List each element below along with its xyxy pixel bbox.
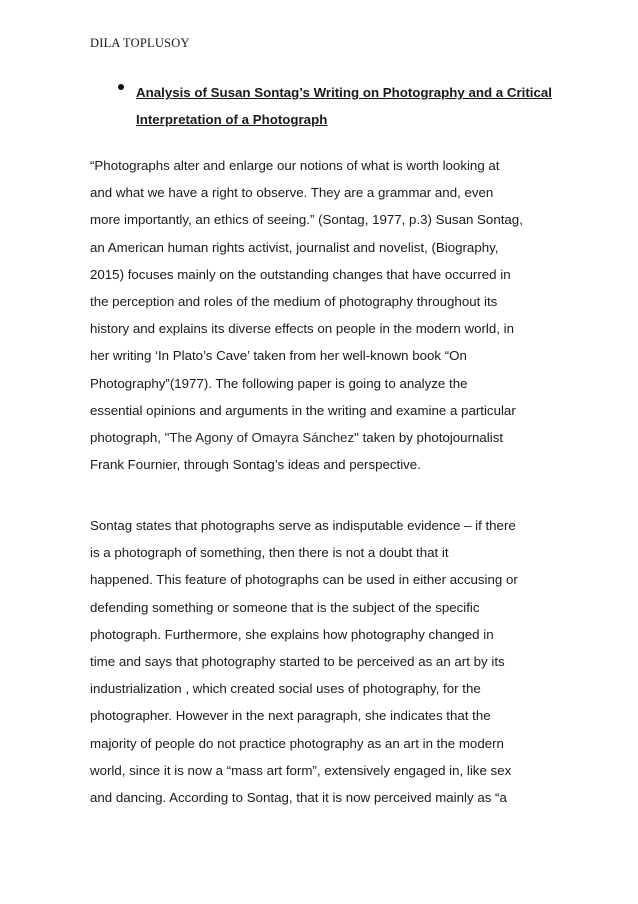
text-line	[90, 424, 560, 451]
text-line: and what we have a right to observe. They are a grammar and, even	[90, 185, 494, 201]
paragraph-1	[90, 152, 560, 478]
text-line: an American human rights activist, journalist and novelist, (Biography,	[90, 239, 499, 255]
text-line: 2015) focuses mainly on the outstanding changes that have occurred in	[90, 266, 511, 282]
text-line: history and explains its diverse effects on people in the modern world, in	[90, 321, 515, 337]
text-line: photographer. However in the next paragraph, she indicates that the	[90, 708, 491, 724]
text-line: is a photograph of something, then there is not a doubt that it	[90, 545, 449, 561]
photo-title-link[interactable]: "The Agony of Omayra Sánchez"	[164, 429, 359, 445]
text-line: more importantly, an ethics of seeing.” (Sontag, 1977, p.3) Susan Sontag,	[90, 212, 523, 228]
text-line: essential opinions and arguments in the writing and examine a particular	[90, 402, 516, 418]
text-line: photograph. Furthermore, she explains how photography changed in	[90, 626, 494, 642]
text-fragment: photograph,	[90, 429, 165, 445]
text-line: defending something or someone that is the subject of the specific	[90, 599, 480, 615]
text-line: world, since it is now a “mass art form”, extensively engaged in, like sex	[90, 762, 512, 778]
text-line: Photography”(1977). The following paper is going to analyze the	[90, 375, 468, 391]
paragraph-2	[90, 512, 560, 811]
text-line: her writing ‘In Plato’s Cave’ taken from her well-known book “On	[90, 348, 467, 364]
section-heading	[118, 79, 558, 133]
text-line: industrialization , which created social uses of photography, for the	[90, 681, 481, 697]
text-line: Sontag states that photographs serve as indisputable evidence – if there	[90, 518, 516, 533]
text-line: the perception and roles of the medium of photography throughout its	[90, 293, 498, 309]
text-fragment: taken by photojournalist	[358, 429, 504, 445]
text-line: time and says that photography started to be perceived as an art by its	[90, 653, 505, 669]
text-line: “Photographs alter and enlarge our notions of what is worth looking at	[90, 158, 500, 173]
text-line: majority of people do not practice photography as an art in the modern	[90, 735, 504, 751]
heading-text: Analysis of Susan Sontag’s Writing on Photography and a Critical Interpretation of a Photograph	[136, 85, 552, 127]
text-line: Frank Fournier, through Sontag’s ideas and perspective.	[90, 457, 421, 473]
text-line: happened. This feature of photographs can be used in either accusing or	[90, 572, 518, 588]
text-line: and dancing. According to Sontag, that it is now perceived mainly as “a	[90, 789, 507, 805]
page-header-author: DILA TOPLUSOY	[90, 36, 190, 50]
bullet-icon	[118, 84, 124, 90]
